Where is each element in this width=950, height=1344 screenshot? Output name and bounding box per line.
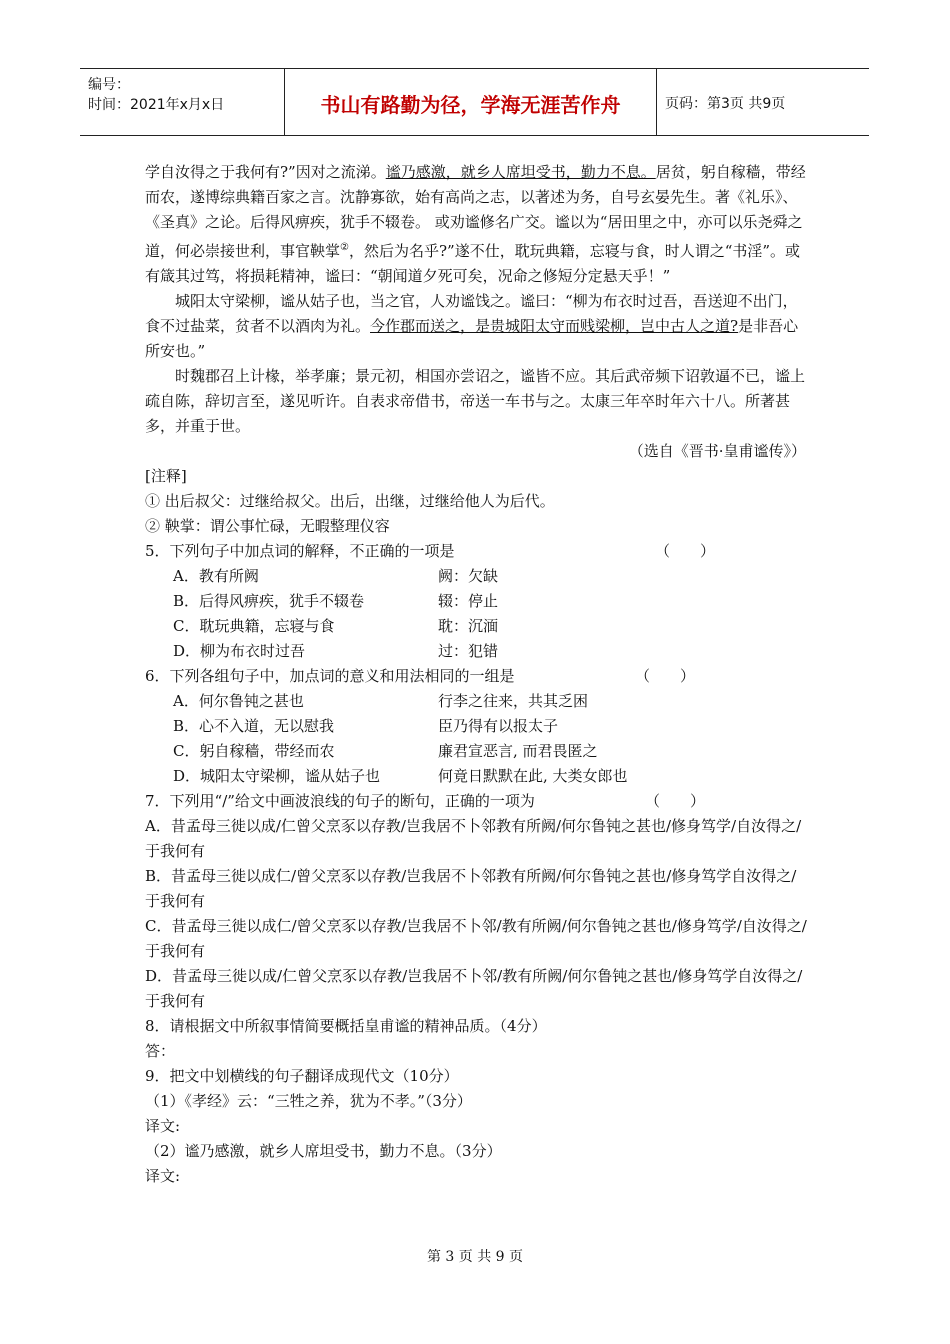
option-row: C．耽玩典籍，忘寝与食 耽：沉湎 — [173, 617, 499, 635]
document-body — [145, 160, 810, 1189]
option-row: C．躬自稼穑，带经而农 廉君宣恶言, 而君畏匿之 — [173, 742, 598, 760]
time-label: 时间：2021年x月x日 — [88, 97, 225, 113]
note-marker: ② — [340, 242, 349, 253]
question-stem: 7．下列用“/”给文中画波浪线的句子的断句，正确的一项为 — [145, 792, 535, 810]
passage-paragraph-3: 时魏郡召上计椽，举孝廉；景元初，相国亦尝诏之，谧皆不应。其后武帝频下诏敦逼不已，谧上疏自陈，辞切言至，遂见听许。自表求帝借书，帝送一车书与之。太康三年卒时年六十八。所著甚多，并重于世。 — [145, 367, 806, 435]
option-text: C．昔孟母三徙以成仁/曾父烹豕以存教/岂我居不卜邻/教有所阙/何尔鲁钝之甚也/修身笃学/自汝得之/于我何有 — [145, 917, 807, 960]
translation-label: 译文: — [145, 1117, 181, 1135]
answer-paren: （ ） — [655, 542, 716, 560]
option-text: B．昔孟母三徙以成仁/曾父烹豕以存教/岂我居不卜邻教有所阙/何尔鲁钝之甚也/修身笃学自汝得之/于我何有 — [145, 867, 797, 910]
question-9-sub-2: （2）谧乃感激，就乡人席坦受书，勤力不息。（3分） — [145, 1142, 502, 1160]
passage-source: （选自《晋书·皇甫谧传》） — [628, 442, 806, 460]
translation-label: 译文: — [145, 1167, 181, 1185]
option-text: A．昔孟母三徙以成/仁曾父烹豕以存教/岂我居不卜邻教有所阙/何尔鲁钝之甚也/修身笃学/自汝得之/于我何有 — [145, 817, 802, 860]
header-meta — [88, 75, 224, 115]
option-row: D．柳为布衣时过吾 过：犯错 — [173, 642, 499, 660]
option-row: A．教有所阙 阙：欠缺 — [173, 567, 499, 585]
header-motto: 书山有路勤为径，学海无涯苦作舟 — [320, 93, 621, 117]
option-row: B．心不入道，无以慰我 臣乃得有以报太子 — [173, 717, 559, 735]
note-1: ① 出后叔父：过继给叔父。出后，出继，过继给他人为后代。 — [145, 492, 555, 510]
page-header — [80, 68, 869, 136]
question-8-stem: 8．请根据文中所叙事情简要概括皇甫谧的精神品质。（4分） — [145, 1017, 547, 1035]
option-row: D．城阳太守梁柳，谧从姑子也 何竟日默默在此, 大类女郎也 — [173, 767, 628, 785]
note-2: ② 鞅掌：谓公事忙碌，无暇整理仪容 — [145, 517, 390, 535]
passage-paragraph-1: 学自汝得之于我何有?”因对之流涕。谧乃感激，就乡人席坦受书，勤力不息。居贫，躬自稼穑，带经而农，遂博综典籍百家之言。沈静寡欲，始有高尚之志，以著述为务，自号玄晏先生。著《礼乐》、《圣真》之论。后得风痹疾，犹手不辍卷。 或劝谧修名广交。谧以为“居田里之中，亦可以乐尧舜之道，何必崇接世利，事官鞅掌②，然后为名乎?”遂不仕，耽玩典籍，忘寝与食，时人谓之“书淫”。或有箴其过笃，将损耗精神，谧曰：“朝闻道夕死可矣，况命之修短分定悬天乎！” — [145, 163, 806, 285]
question-6 — [145, 664, 810, 689]
passage-paragraph-2: 城阳太守梁柳，谧从姑子也，当之官，人劝谧饯之。谧曰：“柳为布衣时过吾，吾送迎不出门，食不过盐菜，贫者不以酒肉为礼。今作郡而送之，是贵城阳太守而贱梁柳，岂中古人之道?是非吾心所安也。” — [145, 292, 799, 360]
question-9-sub-1: （1）《孝经》云：“三牲之养，犹为不孝。”（3分） — [145, 1092, 472, 1110]
answer-label: 答： — [145, 1042, 176, 1060]
question-stem: 6．下列各组句子中，加点词的意义和用法相同的一组是 — [145, 667, 515, 685]
question-7 — [145, 789, 810, 814]
page-footer: 第 3 页 共 9 页 — [426, 1249, 524, 1265]
number-label: 编号： — [88, 77, 130, 93]
underlined-sentence: 今作郡而送之，是贵城阳太守而贱梁柳，岂中古人之道? — [370, 317, 739, 335]
header-divider — [656, 69, 657, 135]
option-row: A．何尔鲁钝之甚也 行李之往来，共其乏困 — [173, 692, 589, 710]
option-text: D．昔孟母三徙以成/仁曾父烹豕以存教/岂我居不卜邻/教有所阙/何尔鲁钝之甚也/修身笃学自汝得之/于我何有 — [145, 967, 803, 1010]
answer-paren: （ ） — [635, 667, 696, 685]
question-9-stem: 9．把文中划横线的句子翻译成现代文（10分） — [145, 1067, 459, 1085]
notes-title: [注释] — [145, 467, 187, 485]
question-stem: 5．下列句子中加点词的解释，不正确的一项是 — [145, 542, 455, 560]
question-5 — [145, 539, 810, 564]
answer-paren: （ ） — [645, 792, 706, 810]
option-row: B．后得风痹疾，犹手不辍卷 辍：停止 — [173, 592, 499, 610]
underlined-sentence: 谧乃感激，就乡人席坦受书，勤力不息。 — [385, 163, 656, 181]
header-page-label: 页码：第3页 共9页 — [665, 96, 786, 112]
